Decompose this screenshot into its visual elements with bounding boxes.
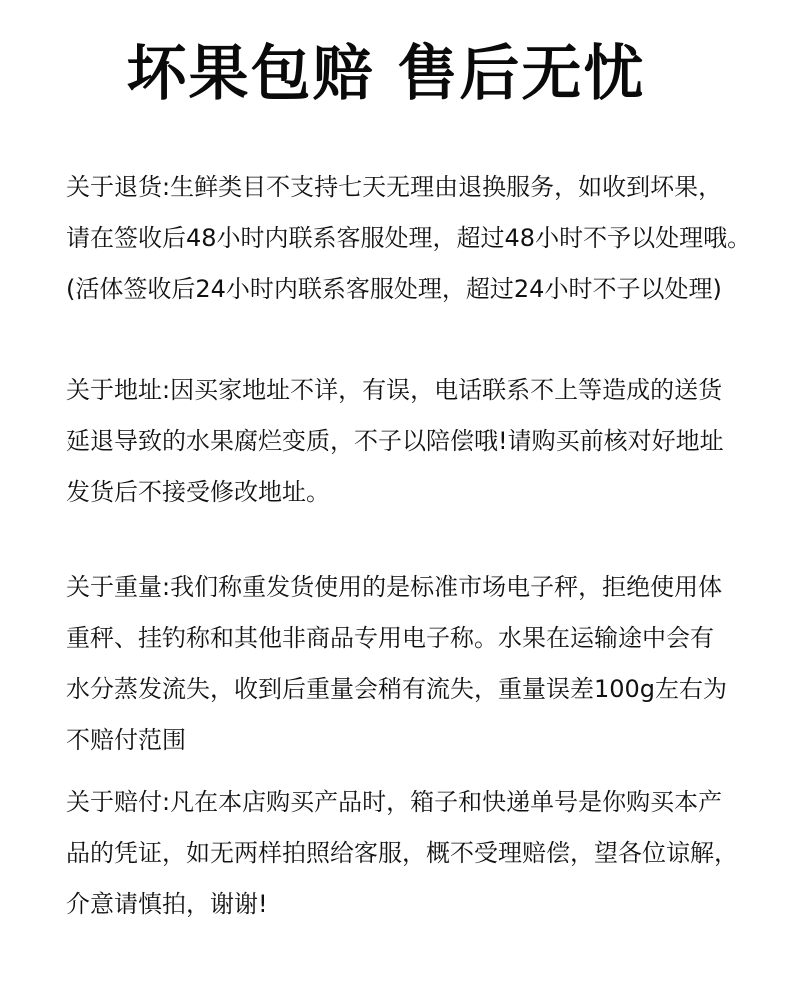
policy-line: 介意请慎拍，谢谢! [66,890,268,918]
page-title: 坏果包赔 售后无忧 [126,39,646,109]
policy-line: 关于退货:生鲜类目不支持七天无理由退换服务，如收到坏果， [66,173,723,201]
weight-policy-section [66,562,766,766]
policy-line: 关于重量:我们称重发货使用的是标准市场电子秤，拒绝使用体 [66,573,723,601]
policy-line: 延退导致的水果腐烂变质，不子以陪偿哦!请购买前核对好地址 [66,427,724,455]
policy-line: 不赔付范围 [66,726,186,754]
policy-line: 重秤、挂钓称和其他非商品专用电子称。水果在运输途中会有 [66,624,714,652]
policy-line: 水分蒸发流失，收到后重量会稍有流失，重量误差100g左右为 [66,675,728,703]
policy-line: 发货后不接受修改地址。 [66,478,330,506]
address-policy-section [66,365,766,518]
policy-line: 关于地址:因买家地址不详，有误，电话联系不上等造成的送货 [66,376,723,404]
policy-line: 品的凭证，如无两样拍照给客服，概不受理赔偿，望各位谅解， [66,839,738,867]
policy-line: 请在签收后48小时内联系客服处理，超过48小时不予以处理哦。 [66,224,752,252]
policy-line: (活体签收后24小时内联系客服处理，超过24小时不子以处理) [66,275,722,303]
policy-line: 关于赔付:凡在本店购买产品时，箱子和快递单号是你购买本产 [66,788,723,816]
compensation-policy-section [66,777,766,930]
return-policy-section [66,162,766,315]
